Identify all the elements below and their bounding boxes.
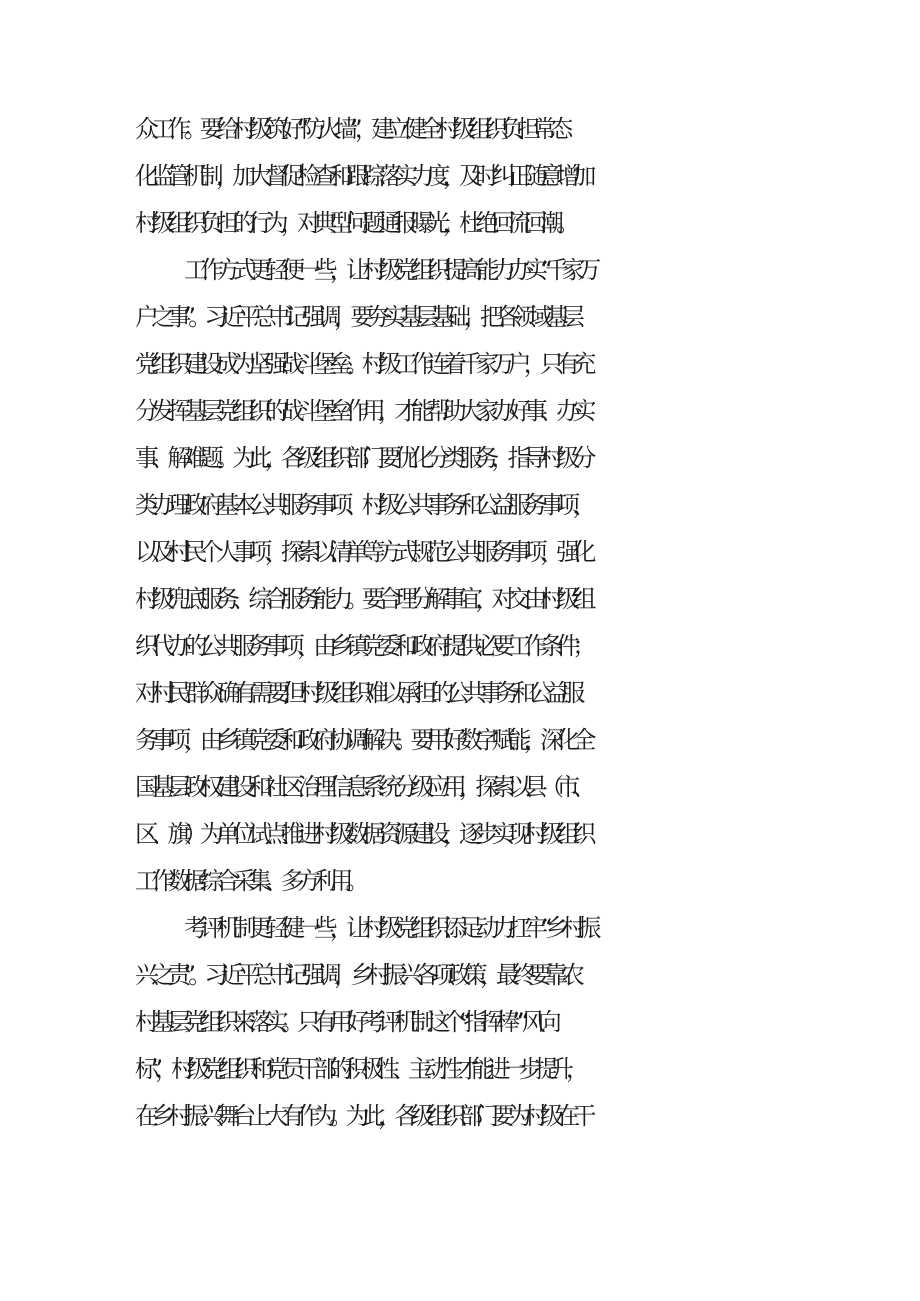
text-line: 对村民群众确有需要,但村级组织难以承担的公共事务和公益服 <box>135 679 578 707</box>
text-line: 村基层党组织来落实。只有用好考评机制这个“指挥棒”“风向 <box>135 1008 554 1036</box>
text-line: 区、旗）为单位试点推进村级数据资源建设，逐步实现村级组织 <box>135 820 589 848</box>
text-line: 国基层政权建设和社区治理信息系统分级应用，探索以县（市、 <box>135 773 589 801</box>
text-line: 村级兜底服务、综合服务能力。要合理分解事宜，对交由村级组 <box>135 585 589 613</box>
text-line: 化监管机制，加大督促检查和跟踪落实力度，及时纠正随意增加 <box>135 162 589 190</box>
text-line: 兴之责”。习近平总书记强调，乡村振兴各项政策，最终要靠农 <box>135 961 578 989</box>
text-line: 织代办的公共服务事项，由乡镇党委和政府提供必要工作条件； <box>135 632 589 660</box>
paragraph-first-line: 考评机制更轻健一些，让村级党组织添足动力扛牢“乡村振 <box>184 914 594 942</box>
text-line: 户之事”。习近平总书记强调，要夯实基层基础，把各领域基层 <box>135 303 578 331</box>
text-line: 务事项，由乡镇党委和政府协调解决。要用好数字赋能，深化全 <box>135 726 589 754</box>
text-line: 党组织建设成为坚强战斗堡垒。村级工作连着千家万户，只有充 <box>135 350 589 378</box>
text-line: 标”，村级党组织和党员干部的积极性、主动性才能进一步提升， <box>135 1055 582 1083</box>
text-line: 在乡村振兴舞台上大有作为。为此，各级组织部门要为村级在干 <box>135 1102 589 1130</box>
paragraph-first-line: 工作方式更轻便一些，让村级党组织提高能力办实“千家万 <box>184 256 594 284</box>
text-line: 以及村民个人事项，探索以清单等方式规范公共服务事项，强化 <box>135 538 589 566</box>
text-line: 事、解难题。为此，各级组织部门要优化分类服务，指导村级分 <box>135 444 589 472</box>
text-line: 工作数据综合采集、多方利用。 <box>135 867 362 895</box>
text-line: 类办理政府基本公共服务事项、村级公共事务和公益服务事项， <box>135 491 589 519</box>
text-line: 分发挥基层党组织的战斗堡垒作用，才能帮助大家办好事、办实 <box>135 397 589 425</box>
text-line: 村级组织负担的行为，对典型问题通报曝光，杜绝回流回潮。 <box>135 209 573 237</box>
text-line: 众工作。要给村级筑好“防火墙”，建立健全村级组织负担常态 <box>135 115 566 143</box>
